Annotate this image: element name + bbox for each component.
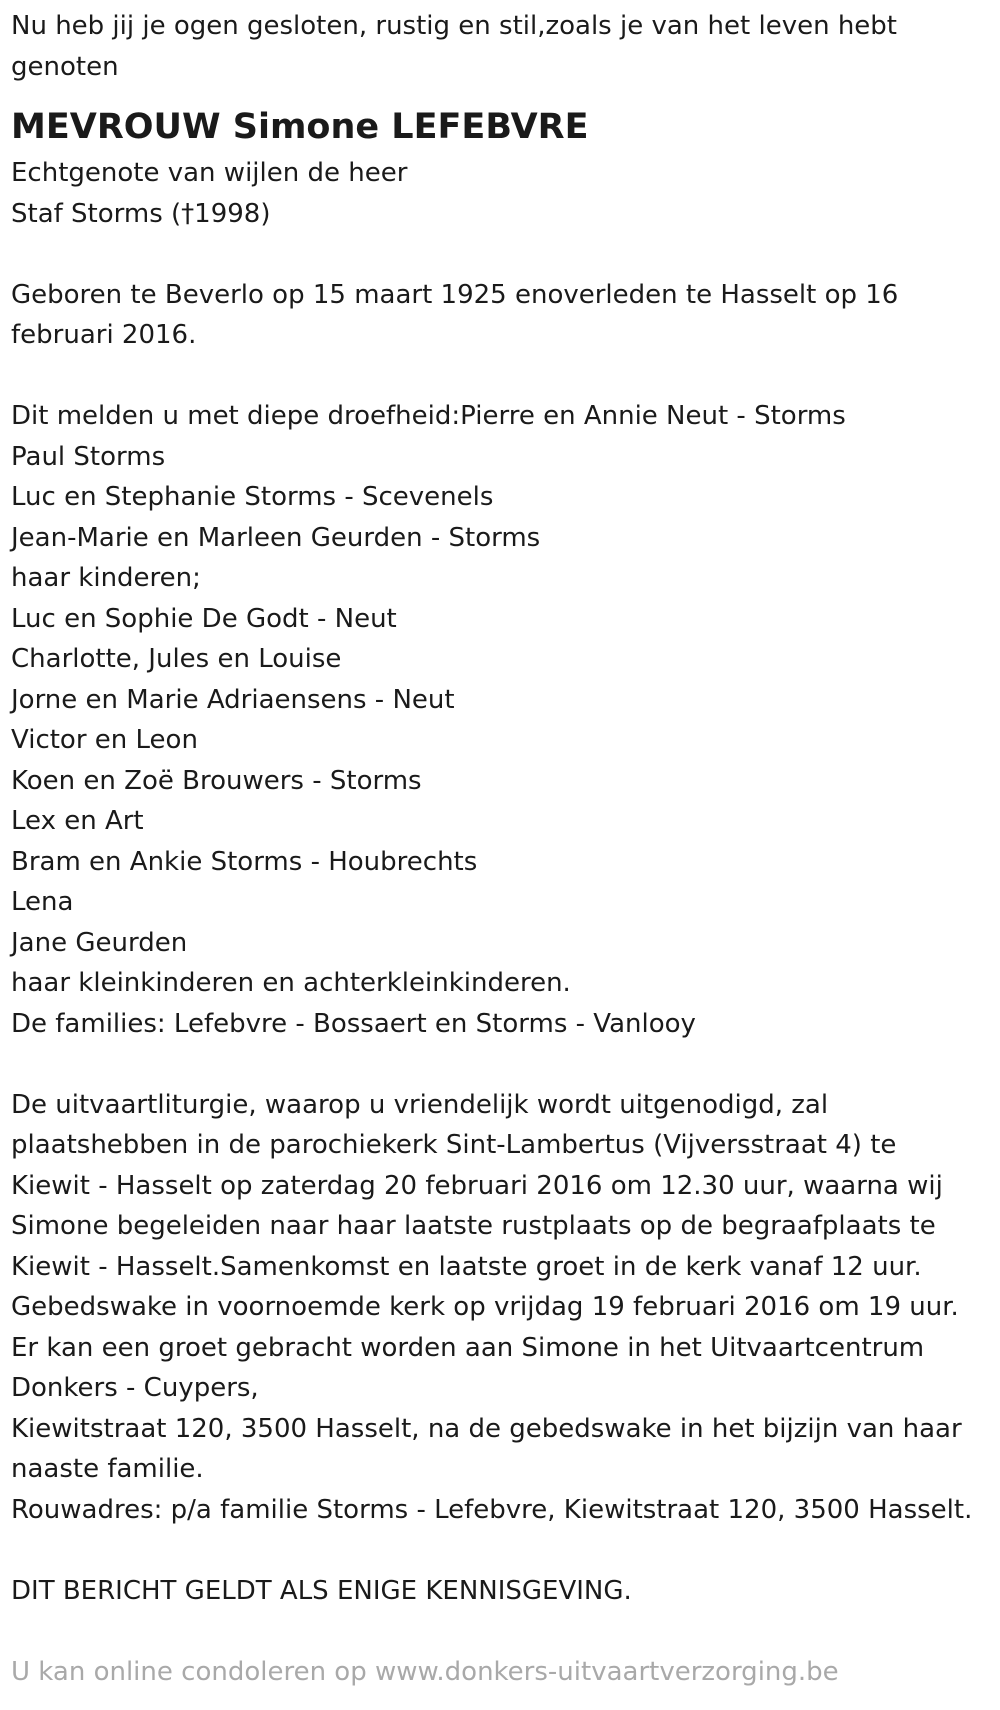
announcement-line: haar kleinkinderen en achterkleinkinderen. bbox=[11, 968, 571, 998]
deceased-name-title: MEVROUW Simone LEFEBVRE bbox=[11, 107, 589, 147]
spouse-line: Staf Storms (†1998) bbox=[11, 198, 271, 229]
ceremony-section bbox=[11, 1085, 990, 1531]
ceremony-line: Kiewit - Hasselt.Samenkomst en laatste groet in de kerk vanaf 12 uur. bbox=[11, 1251, 922, 1282]
announcement-line: Paul Storms bbox=[11, 441, 166, 472]
ceremony-line: plaatshebben in de parochiekerk Sint-Lambertus (Vijversstraat 4) te bbox=[11, 1130, 897, 1160]
announcement-line: Lex en Art bbox=[11, 806, 144, 836]
spacer bbox=[11, 234, 990, 275]
announcement-line: Koen en Zoë Brouwers - Storms bbox=[11, 765, 422, 796]
announcement-line: haar kinderen; bbox=[11, 563, 201, 593]
ceremony-line: Donkers - Cuypers, bbox=[11, 1373, 259, 1403]
announcement-line: Lena bbox=[11, 887, 74, 917]
motto-section bbox=[11, 6, 990, 87]
ceremony-line: De uitvaartliturgie, waarop u vriendelijk wordt uitgenodigd, zal bbox=[11, 1089, 829, 1120]
announcement-line: Charlotte, Jules en Louise bbox=[11, 644, 342, 674]
ceremony-line: Rouwadres: p/a familie Storms - Lefebvre, Kiewitstraat 120, 3500 Hasselt. bbox=[11, 1494, 973, 1525]
birth-death-section bbox=[11, 275, 990, 356]
spacer bbox=[11, 1530, 990, 1571]
ceremony-line: Kiewit - Hasselt op zaterdag 20 februari 2016 om 12.30 uur, waarna wij bbox=[11, 1170, 943, 1201]
notice-text: DIT BERICHT GELDT ALS ENIGE KENNISGEVING. bbox=[11, 1575, 632, 1606]
ceremony-line: Simone begeleiden naar haar laatste rustplaats op de begraafplaats te bbox=[11, 1211, 936, 1241]
announcement-line: Luc en Sophie De Godt - Neut bbox=[11, 603, 397, 634]
online-condolence-link[interactable]: U kan online condoleren op www.donkers-uitvaartverzorging.be bbox=[11, 1656, 839, 1687]
ceremony-line: Kiewitstraat 120, 3500 Hasselt, na de gebedswake in het bijzijn van haar bbox=[11, 1413, 962, 1444]
announcement-line: De families: Lefebvre - Bossaert en Storms - Vanlooy bbox=[11, 1008, 696, 1039]
announcement-line: Jane Geurden bbox=[11, 927, 188, 958]
birth-death-line: februari 2016. bbox=[11, 320, 197, 350]
motto-line: genoten bbox=[11, 51, 119, 82]
motto-line: Nu heb jij je ogen gesloten, rustig en stil,zoals je van het leven hebt bbox=[11, 11, 897, 41]
spouse-section bbox=[11, 153, 990, 234]
ceremony-line: Er kan een groet gebracht worden aan Simone in het Uitvaartcentrum bbox=[11, 1332, 925, 1363]
announcement-line: Dit melden u met diepe droefheid:Pierre en Annie Neut - Storms bbox=[11, 401, 846, 431]
announcement-line: Bram en Ankie Storms - Houbrechts bbox=[11, 846, 478, 877]
spacer bbox=[11, 1611, 990, 1652]
ceremony-line: Gebedswake in voornoemde kerk op vrijdag 19 februari 2016 om 19 uur. bbox=[11, 1292, 959, 1322]
announcement-line: Jean-Marie en Marleen Geurden - Storms bbox=[11, 522, 541, 553]
ceremony-line: naaste familie. bbox=[11, 1454, 204, 1484]
announcement-line: Victor en Leon bbox=[11, 725, 198, 755]
spacer bbox=[11, 356, 990, 397]
birth-death-line: Geboren te Beverlo op 15 maart 1925 enoverleden te Hasselt op 16 bbox=[11, 279, 899, 310]
announcement-section bbox=[11, 396, 990, 1044]
announcement-line: Jorne en Marie Adriaensens - Neut bbox=[11, 684, 455, 715]
spouse-line: Echtgenote van wijlen de heer bbox=[11, 158, 408, 188]
announcement-line: Luc en Stephanie Storms - Scevenels bbox=[11, 482, 494, 512]
spacer bbox=[11, 1044, 990, 1085]
